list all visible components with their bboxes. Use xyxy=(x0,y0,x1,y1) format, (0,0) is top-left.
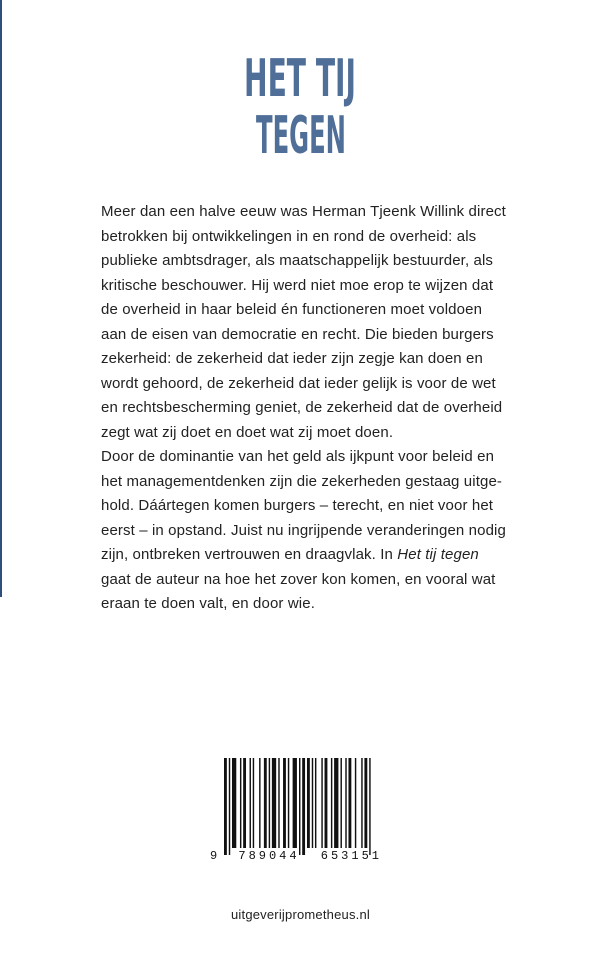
barcode-bar xyxy=(240,758,241,848)
barcode-bar xyxy=(232,758,236,848)
barcode-bar xyxy=(302,758,305,855)
barcode-bar xyxy=(299,758,300,855)
barcode-bar xyxy=(340,758,341,848)
barcode-bar xyxy=(307,758,310,848)
barcode-bar xyxy=(321,758,322,848)
barcode-bar xyxy=(348,758,351,848)
isbn-barcode xyxy=(210,752,382,870)
barcode-bar xyxy=(315,758,316,848)
blurb-line: publieke ambtsdrager, als maatschappelijk bestuurder, als xyxy=(101,252,494,269)
barcode-bars xyxy=(224,758,374,855)
title-line-1: HET TIJ xyxy=(244,49,356,109)
isbn-first-digit: 9 xyxy=(210,849,218,863)
title-line-2: TEGEN xyxy=(256,106,346,166)
blurb-line: zegt wat zij doet en doet wat zij moet doen. xyxy=(101,423,394,441)
spine-edge xyxy=(0,0,2,597)
barcode-bar xyxy=(334,758,338,848)
barcode-bar xyxy=(264,758,267,848)
barcode-bar xyxy=(278,758,279,848)
barcode-bar xyxy=(369,758,370,855)
blurb-line: Door de dominantie van het geld als ijkpunt voor beleid en xyxy=(101,448,495,465)
blurb-line xyxy=(101,543,521,568)
blurb-line: betrokken bij ontwikkelingen in en rond de overheid: als xyxy=(101,227,477,245)
barcode-bar xyxy=(293,758,297,848)
barcode-bar xyxy=(229,758,230,855)
blurb-paragraph-2 xyxy=(101,445,521,617)
blurb-text xyxy=(101,200,521,617)
blurb-line: de overheid in haar beleid én functioneren moet voldoen xyxy=(101,301,483,318)
blurb-line: gaat de auteur na hoe het zover kon komen, en vooral wat xyxy=(101,570,496,588)
barcode-bar xyxy=(355,758,356,848)
isbn-group-2: 653151 xyxy=(320,849,382,863)
blurb-line: zekerheid: de zekerheid dat ieder zijn zegje kan doen en xyxy=(101,350,483,367)
book-title xyxy=(244,49,356,166)
isbn-group-1: 789044 xyxy=(238,849,300,863)
isbn-number xyxy=(210,849,382,863)
blurb-line: eerst – in opstand. Juist nu ingrijpende veranderingen nodig xyxy=(101,521,506,539)
book-title-italic: Het tij tegen xyxy=(397,546,479,563)
barcode-bar xyxy=(243,758,246,848)
blurb-line: eraan te doen valt, en door wie. xyxy=(101,595,315,612)
barcode-bar xyxy=(272,758,276,848)
blurb-line-text: zijn, ontbreken vertrouwen en draagvlak. In xyxy=(101,546,398,563)
blurb-line: kritische beschouwer. Hij werd niet moe erop te wijzen dat xyxy=(101,276,494,294)
blurb-line: wordt gehoord, de zekerheid dat ieder gelijk is voor de wet xyxy=(101,374,496,392)
blurb-line: en rechtsbescherming geniet, de zekerheid dat de overheid xyxy=(101,399,503,416)
blurb-line: Meer dan een halve eeuw was Herman Tjeenk Willink direct xyxy=(101,203,506,220)
barcode-bar xyxy=(253,758,254,848)
blurb-line: het managementdenken zijn die zekerheden gestaag uitge- xyxy=(101,472,503,490)
barcode-bar xyxy=(325,758,328,848)
barcode-bar xyxy=(224,758,227,855)
barcode-bar xyxy=(312,758,313,848)
barcode-bar xyxy=(269,758,270,848)
publisher-website: uitgeverijprometheus.nl xyxy=(230,907,370,922)
barcode-bar xyxy=(345,758,346,848)
barcode-bar xyxy=(288,758,289,848)
barcode-bar xyxy=(250,758,251,848)
barcode-bar xyxy=(283,758,286,848)
barcode-bar xyxy=(361,758,362,848)
blurb-line: aan de eisen van democratie en recht. Die bieden burgers xyxy=(101,325,494,343)
barcode-bar xyxy=(364,758,367,848)
blurb-line: hold. Dáártegen komen burgers – terecht, en niet voor het xyxy=(101,497,494,514)
blurb-paragraph-1 xyxy=(101,200,521,445)
barcode-bar xyxy=(259,758,260,848)
barcode-bar xyxy=(331,758,332,848)
